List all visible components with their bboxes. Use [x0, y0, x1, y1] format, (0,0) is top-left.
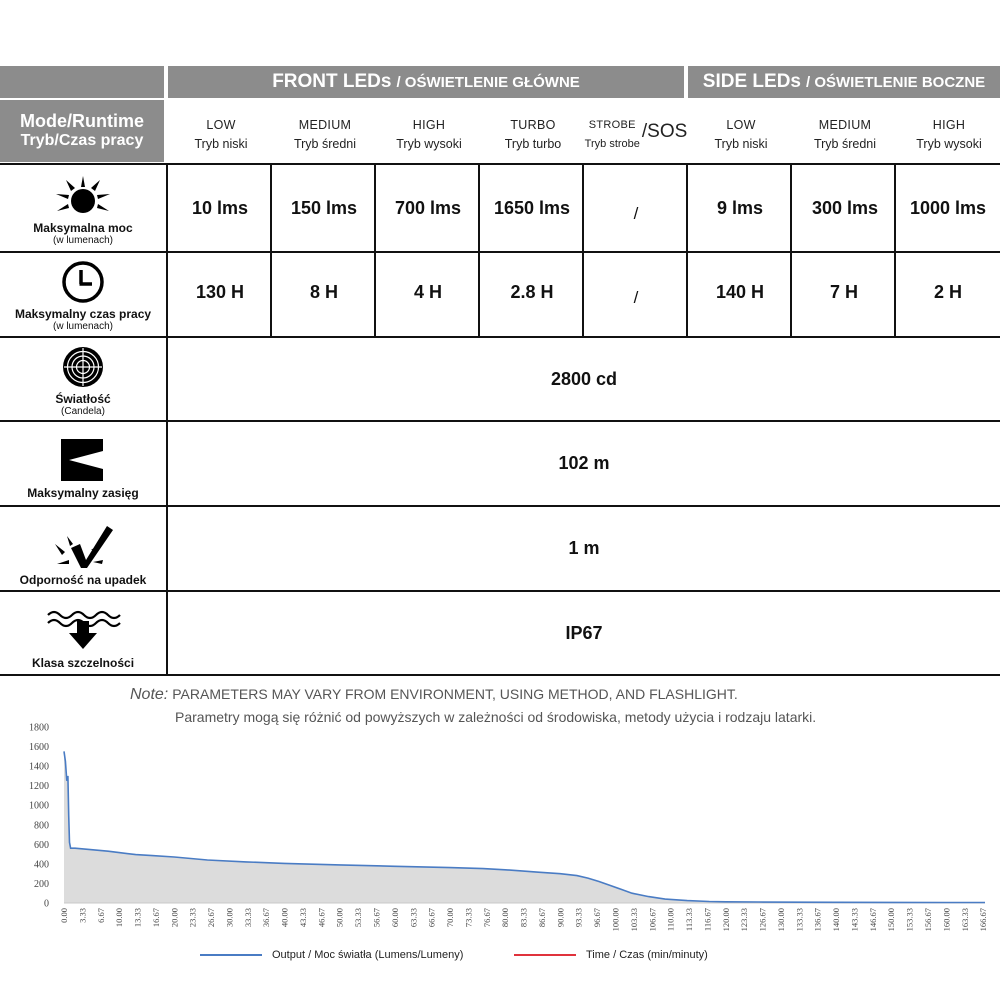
- mode-runtime-en: Mode/Runtime: [20, 111, 144, 131]
- output-front-turbo: 1650 lms: [493, 197, 571, 218]
- target-icon: [61, 345, 105, 389]
- waterproof-value: IP67: [565, 622, 603, 643]
- x-tick-label: 30.00: [224, 908, 235, 928]
- col-head-en: STROBE: [588, 119, 636, 131]
- y-tick-label: 0: [44, 898, 49, 910]
- col-head-sos-suffix: /SOS: [641, 120, 688, 142]
- col-head-pl: Tryb niski: [714, 137, 768, 151]
- x-tick-label: 93.33: [573, 908, 584, 928]
- x-tick-label: 20.00: [169, 908, 180, 928]
- impact-check-icon: [47, 522, 119, 570]
- row-label-intensity: [0, 338, 166, 418]
- runtime-chart: [0, 718, 1000, 943]
- x-tick-label: 100.00: [610, 908, 621, 932]
- x-tick-label: 143.33: [849, 908, 860, 932]
- output-side-high: 1000 lms: [909, 197, 987, 218]
- row-distance-name: Maksymalny zasięg: [27, 486, 139, 500]
- corner-header-cell: [0, 66, 164, 98]
- runtime-front-low: 130 H: [195, 281, 245, 302]
- runtime-front-turbo: 2.8 H: [510, 281, 554, 302]
- x-tick-label: 3.33: [77, 908, 88, 923]
- output-side-low: 9 lms: [716, 197, 764, 218]
- mode-runtime-pl: Tryb/Czas pracy: [20, 132, 144, 149]
- x-tick-label: 50.00: [334, 908, 345, 928]
- col-head-en: LOW: [206, 118, 236, 132]
- row-waterproof-name: Klasa szczelności: [31, 656, 135, 670]
- x-tick-label: 103.33: [628, 908, 639, 932]
- col-head-front-medium: [274, 110, 376, 160]
- x-tick-label: 120.00: [720, 908, 731, 932]
- x-tick-label: 10.00: [114, 908, 125, 928]
- x-tick-label: 63.33: [408, 908, 419, 928]
- output-front-low: 10 lms: [191, 197, 249, 218]
- row-label-runtime: [0, 253, 166, 333]
- y-tick-label: 400: [34, 859, 49, 871]
- x-tick-label: 133.33: [794, 908, 805, 932]
- runtime-side-low: 140 H: [715, 281, 765, 302]
- x-tick-label: 83.33: [518, 908, 529, 928]
- note-english: [130, 686, 738, 704]
- x-tick-label: 46.67: [316, 908, 327, 928]
- x-tick-label: 116.67: [702, 908, 713, 932]
- x-tick-label: 96.67: [592, 908, 603, 928]
- col-head-en: TURBO: [510, 118, 556, 132]
- side-leds-header: [688, 66, 1000, 98]
- strobe-label-stack: [585, 116, 640, 154]
- front-leds-subtitle: / OŚWIETLENIE GŁÓWNE: [396, 73, 580, 91]
- mode-runtime-header: [0, 100, 164, 162]
- x-tick-label: 153.33: [904, 908, 915, 932]
- beam-range-icon: [59, 437, 107, 483]
- x-tick-label: 53.33: [353, 908, 364, 928]
- x-tick-label: 140.00: [831, 908, 842, 932]
- x-tick-label: 36.67: [261, 908, 272, 928]
- y-tick-label: 1000: [29, 800, 49, 812]
- row-output-sub: (w lumenach): [52, 235, 114, 246]
- side-leds-title: SIDE LEDs: [702, 71, 801, 92]
- row-runtime-name: Maksymalny czas pracy: [14, 307, 152, 321]
- row-output-name: Maksymalna moc: [33, 221, 133, 235]
- x-axis-ticks: [59, 908, 988, 931]
- x-tick-label: 146.67: [867, 908, 878, 932]
- x-tick-label: 136.67: [812, 908, 823, 932]
- col-head-side-high: [898, 110, 1000, 160]
- rule-table-bottom: [0, 674, 1000, 676]
- x-tick-label: 126.67: [757, 908, 768, 932]
- x-tick-label: 0.00: [59, 908, 69, 923]
- runtime-side-medium: 7 H: [829, 281, 858, 302]
- waterproof-arrow-icon: [45, 607, 121, 653]
- row-label-waterproof: [0, 592, 166, 670]
- col-head-side-low: [690, 110, 792, 160]
- col-head-side-medium: [794, 110, 896, 160]
- x-tick-label: 110.00: [665, 908, 676, 932]
- chart-legend: [0, 945, 1000, 969]
- legend-output-label: Output / Moc światła (Lumens/Lumeny): [272, 949, 464, 961]
- legend-output-swatch: [200, 954, 262, 956]
- y-tick-label: 1800: [29, 722, 49, 734]
- col-head-front-high: [378, 110, 480, 160]
- row-label-distance: [0, 422, 166, 500]
- x-tick-label: 43.33: [297, 908, 308, 928]
- row-intensity-name: Światłość: [55, 392, 111, 406]
- note-label: Note:: [130, 686, 169, 703]
- legend-output: [200, 949, 463, 961]
- y-tick-label: 1600: [29, 742, 49, 754]
- col-head-pl: Tryb niski: [194, 137, 248, 151]
- output-side-medium: 300 lms: [811, 197, 879, 218]
- note-english-text: PARAMETERS MAY VARY FROM ENVIRONMENT, USING METHOD, AND FLASHLIGHT.: [172, 686, 738, 702]
- front-leds-title: FRONT LEDs: [272, 71, 392, 92]
- row-impact-name: Odporność na upadek: [19, 573, 147, 587]
- x-tick-label: 26.67: [206, 908, 217, 928]
- col-head-pl: Tryb średni: [813, 137, 877, 151]
- clock-icon: [61, 260, 105, 304]
- col-head-pl: Tryb średni: [293, 137, 357, 151]
- x-tick-label: 23.33: [187, 908, 198, 928]
- output-front-high: 700 lms: [394, 197, 462, 218]
- x-tick-label: 130.00: [775, 908, 786, 932]
- legend-time-swatch: [514, 954, 576, 956]
- front-leds-header: [168, 66, 684, 98]
- legend-time-label: Time / Czas (min/minuty): [586, 949, 708, 961]
- y-tick-label: 1200: [29, 781, 49, 793]
- row-runtime-sub: (w lumenach): [52, 321, 114, 332]
- spec-table: [0, 66, 1000, 676]
- x-tick-label: 33.33: [242, 908, 253, 928]
- col-head-front-turbo: [482, 110, 584, 160]
- intensity-value: 2800 cd: [550, 368, 618, 389]
- x-tick-label: 13.33: [132, 908, 143, 928]
- col-head-en: LOW: [726, 118, 756, 132]
- col-head-pl: Tryb strobe: [584, 138, 640, 150]
- row-label-impact: [0, 507, 166, 587]
- output-area-fill: [64, 751, 985, 903]
- x-tick-label: 156.67: [923, 908, 934, 932]
- x-tick-label: 73.33: [463, 908, 474, 928]
- row-intensity-sub: (Candela): [61, 406, 105, 417]
- col-head-en: HIGH: [412, 118, 446, 132]
- sun-burst-icon: [47, 174, 119, 218]
- col-head-front-strobe: [584, 110, 688, 160]
- x-tick-label: 56.67: [371, 908, 382, 928]
- col-head-pl: Tryb wysoki: [916, 137, 982, 151]
- col-head-front-low: [170, 110, 272, 160]
- x-tick-label: 70.00: [445, 908, 456, 928]
- x-tick-label: 150.00: [886, 908, 897, 932]
- distance-value: 102 m: [558, 453, 610, 473]
- col-head-pl: Tryb turbo: [504, 137, 562, 151]
- x-tick-label: 60.00: [389, 908, 400, 928]
- side-leds-subtitle: / OŚWIETLENIE BOCZNE: [806, 73, 986, 91]
- col-head-en: MEDIUM: [298, 118, 352, 132]
- x-tick-label: 163.33: [959, 908, 970, 932]
- y-tick-label: 1400: [29, 761, 49, 773]
- output-front-strobe: /: [633, 204, 639, 223]
- col-head-pl: Tryb wysoki: [396, 137, 462, 151]
- impact-value: 1 m: [568, 538, 600, 558]
- x-tick-label: 160.00: [941, 908, 952, 932]
- x-tick-label: 166.67: [978, 908, 989, 932]
- y-tick-label: 800: [34, 820, 49, 832]
- legend-time: [514, 949, 708, 961]
- note-polish: Parametry mogą się różnić od powyższych w zależności od środowiska, metody użycia i rodzaju latarki.: [175, 709, 817, 725]
- y-tick-label: 600: [34, 839, 49, 851]
- x-tick-label: 40.00: [279, 908, 290, 928]
- runtime-front-medium: 8 H: [309, 281, 338, 302]
- runtime-front-high: 4 H: [413, 281, 442, 302]
- x-tick-label: 16.67: [150, 908, 161, 928]
- x-tick-label: 123.33: [739, 908, 750, 932]
- output-front-medium: 150 lms: [290, 197, 358, 218]
- x-tick-label: 106.67: [647, 908, 658, 932]
- y-tick-label: 200: [34, 878, 49, 890]
- runtime-front-strobe: /: [633, 288, 639, 307]
- runtime-side-high: 2 H: [933, 281, 962, 302]
- x-tick-label: 90.00: [555, 908, 566, 928]
- x-tick-label: 86.67: [536, 908, 547, 928]
- x-tick-label: 76.67: [481, 908, 492, 928]
- x-tick-label: 6.67: [95, 908, 106, 923]
- row-label-output: [0, 165, 166, 247]
- x-tick-label: 66.67: [426, 908, 437, 928]
- col-head-en: MEDIUM: [818, 118, 872, 132]
- x-tick-label: 113.33: [684, 908, 695, 932]
- x-tick-label: 80.00: [500, 908, 511, 928]
- col-head-en: HIGH: [932, 118, 966, 132]
- y-axis-ticks: [29, 723, 49, 910]
